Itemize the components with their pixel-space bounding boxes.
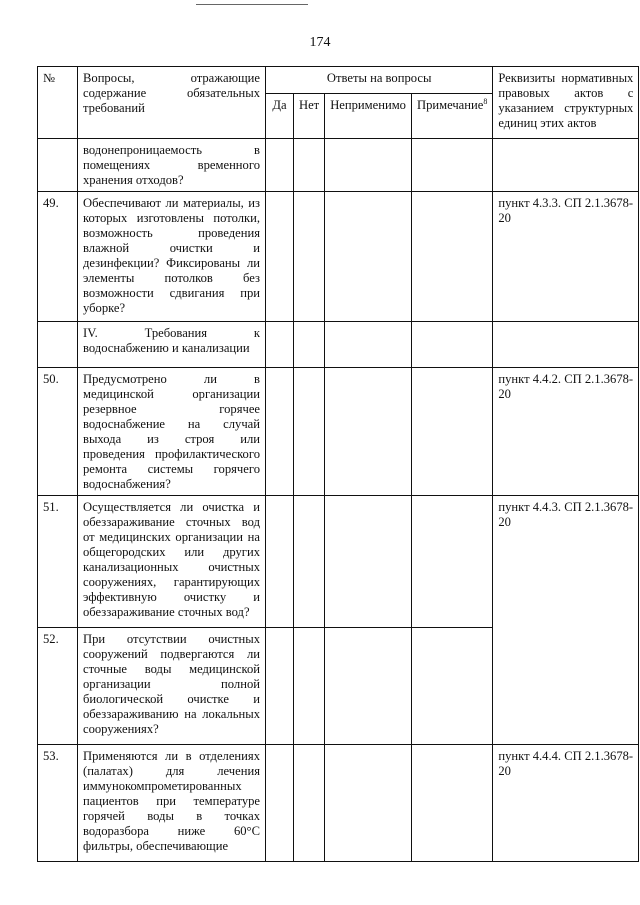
answer-no-cell — [294, 496, 325, 628]
answer-yes-cell — [266, 628, 294, 745]
question-line: горячей воды в точках — [83, 809, 260, 823]
question-line: При отсутствии очистных — [83, 632, 260, 646]
answer-note-cell — [411, 368, 492, 496]
row-number: 51. — [38, 496, 78, 628]
table-row — [38, 368, 639, 496]
header-no: Нет — [294, 94, 325, 139]
header-answers: Ответы на вопросы — [266, 67, 493, 94]
question-cell — [78, 628, 266, 745]
header-questions: Вопросы, отражающие содержание обязательных требований — [78, 67, 266, 139]
question-line: возможности сдвигания при — [83, 286, 260, 300]
table-row — [38, 139, 639, 192]
question-line: водоснабжение на случай — [83, 417, 260, 431]
question-line: ремонта системы горячего — [83, 462, 260, 476]
requisites-cell: пункт 4.3.3. СП 2.1.3678-20 — [493, 192, 639, 322]
requisites-cell: пункт 4.4.2. СП 2.1.3678-20 — [493, 368, 639, 496]
question-line: которых изготовлены потолки, — [83, 211, 260, 225]
requisites-cell: пункт 4.4.3. СП 2.1.3678-20 — [493, 496, 639, 745]
question-line: сооружениях, гарантирующих — [83, 575, 260, 589]
header-yes: Да — [266, 94, 294, 139]
question-line: IV. Требования к — [83, 326, 260, 340]
question-line: медицинской организации — [83, 387, 260, 401]
question-line: дезинфекции? Фиксированы ли — [83, 256, 260, 270]
answer-yes-cell — [266, 745, 294, 862]
question-line: общегородских или других — [83, 545, 260, 559]
answer-no-cell — [294, 628, 325, 745]
question-line: водоснабжению и канализации — [83, 341, 250, 355]
table-row — [38, 745, 639, 862]
answer-no-cell — [294, 322, 325, 368]
row-number — [38, 139, 78, 192]
question-line: организации полной — [83, 677, 260, 691]
question-line: возможность проведения — [83, 226, 260, 240]
answer-yes-cell — [266, 368, 294, 496]
question-line: обеззараживание сточных вод? — [83, 605, 250, 619]
question-cell — [78, 745, 266, 862]
question-line: иммунокомпрометированных — [83, 779, 242, 793]
question-line: помещениях временного — [83, 158, 260, 172]
answer-no-cell — [294, 192, 325, 322]
question-line: уборке? — [83, 301, 126, 315]
answer-not-applicable-cell — [325, 368, 412, 496]
question-line: Осуществляется ли очистка и — [83, 500, 260, 514]
table-row — [38, 192, 639, 322]
question-line: Предусмотрено ли в — [83, 372, 260, 386]
question-cell — [78, 496, 266, 628]
requirements-table — [37, 66, 639, 862]
top-rule — [196, 4, 308, 5]
question-line: влажной очистки и — [83, 241, 260, 255]
row-number — [38, 322, 78, 368]
question-line: водоразбора ниже 60°С — [83, 824, 260, 838]
answer-note-cell — [411, 322, 492, 368]
answer-no-cell — [294, 368, 325, 496]
question-line: хранения отходов? — [83, 173, 184, 187]
question-line: (палатах) для лечения — [83, 764, 260, 778]
header-num: № — [38, 67, 78, 139]
answer-yes-cell — [266, 192, 294, 322]
header-requisites: Реквизиты нормативных правовых актов с указанием структурных единиц этих актов — [493, 67, 639, 139]
question-line: водонепроницаемость в — [83, 143, 260, 157]
row-number: 49. — [38, 192, 78, 322]
requisites-cell — [493, 139, 639, 192]
answer-not-applicable-cell — [325, 745, 412, 862]
row-number: 53. — [38, 745, 78, 862]
question-line: Обеспечивают ли материалы, из — [83, 196, 260, 210]
answer-not-applicable-cell — [325, 139, 412, 192]
question-line: обеззараживание сточных вод — [83, 515, 260, 529]
question-line: сооружениях? — [83, 722, 159, 736]
question-cell — [78, 139, 266, 192]
question-cell — [78, 322, 266, 368]
header-note — [411, 94, 492, 139]
answer-note-cell — [411, 628, 492, 745]
question-line: водоснабжения? — [83, 477, 171, 491]
question-line: проведения профилактического — [83, 447, 260, 461]
header-note-label: Примечание — [416, 98, 484, 112]
question-cell — [78, 368, 266, 496]
question-line: от медицинских организации на — [83, 530, 260, 544]
table-row — [38, 496, 639, 628]
header-not-applicable: Неприменимо — [325, 94, 412, 139]
answer-no-cell — [294, 745, 325, 862]
page-number: 174 — [309, 35, 331, 50]
answer-no-cell — [294, 139, 325, 192]
answer-not-applicable-cell — [325, 628, 412, 745]
question-line: сооружений подвергаются ли — [83, 647, 260, 661]
answer-note-cell — [411, 496, 492, 628]
question-line: фильтры, обеспечивающие — [83, 839, 229, 853]
answer-note-cell — [411, 192, 492, 322]
answer-yes-cell — [266, 496, 294, 628]
table-row — [38, 322, 639, 368]
question-line: обеззараживанию на локальных — [83, 707, 260, 721]
question-line: канализационных очистных — [83, 560, 260, 574]
answer-note-cell — [411, 139, 492, 192]
answer-not-applicable-cell — [325, 322, 412, 368]
header-note-mark: 8 — [483, 96, 488, 106]
answer-not-applicable-cell — [325, 192, 412, 322]
requisites-cell — [493, 322, 639, 368]
question-cell — [78, 192, 266, 322]
answer-note-cell — [411, 745, 492, 862]
question-line: сточные воды медицинской — [83, 662, 260, 676]
row-number: 50. — [38, 368, 78, 496]
question-line: выхода из строя или — [83, 432, 260, 446]
question-line: пациентов при температуре — [83, 794, 260, 808]
question-line: эффективную очистку и — [83, 590, 260, 604]
question-line: резервное горячее — [83, 402, 260, 416]
question-line: Применяются ли в отделениях — [83, 749, 260, 763]
answer-yes-cell — [266, 139, 294, 192]
question-line: элементы потолков без — [83, 271, 260, 285]
question-line: биологической очистке и — [83, 692, 260, 706]
answer-yes-cell — [266, 322, 294, 368]
answer-not-applicable-cell — [325, 496, 412, 628]
requisites-cell: пункт 4.4.4. СП 2.1.3678-20 — [493, 745, 639, 862]
row-number: 52. — [38, 628, 78, 745]
